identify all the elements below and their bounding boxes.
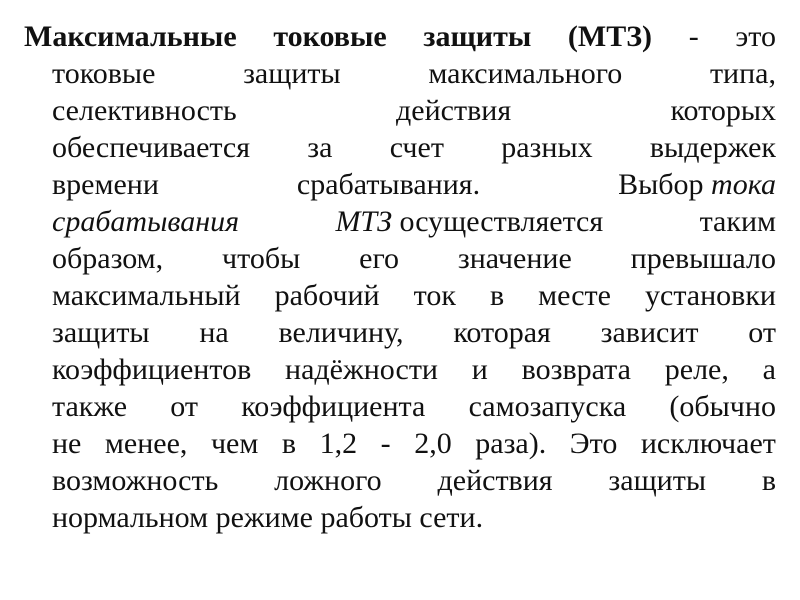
word: установки [645, 279, 776, 312]
word: - [380, 427, 391, 460]
word: от [170, 390, 198, 423]
word: ток [413, 279, 456, 312]
word: защиты [608, 464, 706, 497]
word: разных [501, 131, 593, 164]
word: действия [437, 464, 553, 497]
word: выдержек [649, 131, 776, 164]
word: образом, [52, 242, 164, 275]
word: а [762, 353, 776, 386]
word: в [281, 427, 297, 460]
word: коэффициентов [52, 353, 252, 386]
word: превышало [630, 242, 776, 275]
word: ложного [274, 464, 382, 497]
definition-paragraph [24, 18, 776, 536]
paragraph-line-5 [24, 166, 776, 203]
word: в [761, 464, 776, 497]
word: срабатывания. [296, 168, 481, 201]
word: значение [457, 242, 572, 275]
word: которых [670, 94, 776, 127]
word: менее, [104, 427, 188, 460]
paragraph-line-7 [24, 240, 776, 277]
paragraph-line-14 [24, 499, 776, 536]
word: таким [699, 205, 776, 238]
paragraph-line-6 [24, 203, 776, 240]
paragraph-line-3 [24, 92, 776, 129]
word: токовые [52, 57, 156, 90]
word: за [307, 131, 333, 164]
word: надёжности [285, 353, 438, 386]
paragraph-line-12 [24, 425, 776, 462]
paragraph-line-9 [24, 314, 776, 351]
word: (МТЗ) [567, 20, 653, 53]
word: обеспечивается [52, 131, 251, 164]
word: это [735, 20, 776, 53]
word: защиты [243, 57, 341, 90]
word: возможность [52, 464, 219, 497]
word: раза). [475, 427, 547, 460]
word: которая [453, 316, 551, 349]
word: возврата [521, 353, 631, 386]
word: самозапуска [468, 390, 627, 423]
word: токовые [273, 20, 387, 53]
word: месте [538, 279, 611, 312]
word: нормальном режиме работы сети. [52, 501, 484, 534]
word: (обычно [669, 390, 776, 423]
word: не [52, 427, 82, 460]
word: 1,2 [319, 427, 358, 460]
word: чтобы [222, 242, 301, 275]
word: - [688, 20, 699, 53]
word: и [471, 353, 488, 386]
word: на [199, 316, 229, 349]
paragraph-line-8 [24, 277, 776, 314]
word: в [489, 279, 505, 312]
word: действия [396, 94, 512, 127]
word: срабатывания [52, 205, 240, 238]
word: Это [569, 427, 618, 460]
word: Максимальные [24, 20, 237, 53]
word: максимальный [52, 279, 241, 312]
word: рабочий [274, 279, 380, 312]
word: времени [52, 168, 159, 201]
word: Выбор тока [618, 168, 776, 201]
word: чем [210, 427, 259, 460]
word: типа, [709, 57, 776, 90]
word: также [52, 390, 128, 423]
word: коэффициента [241, 390, 426, 423]
word: защиты [52, 316, 150, 349]
word: селективность [52, 94, 237, 127]
word: зависит [600, 316, 699, 349]
paragraph-line-10 [24, 351, 776, 388]
word: счет [389, 131, 444, 164]
word: его [359, 242, 400, 275]
paragraph-line-11 [24, 388, 776, 425]
word: максимального [428, 57, 623, 90]
paragraph-line-2 [24, 55, 776, 92]
word: величину, [278, 316, 404, 349]
word: от [748, 316, 776, 349]
word: исключает [640, 427, 776, 460]
paragraph-line-13 [24, 462, 776, 499]
word: МТЗ осуществляется [335, 205, 604, 238]
paragraph-line-1 [24, 18, 776, 55]
paragraph-line-4 [24, 129, 776, 166]
word: защиты [423, 20, 532, 53]
word: 2,0 [414, 427, 452, 460]
word: реле, [664, 353, 729, 386]
